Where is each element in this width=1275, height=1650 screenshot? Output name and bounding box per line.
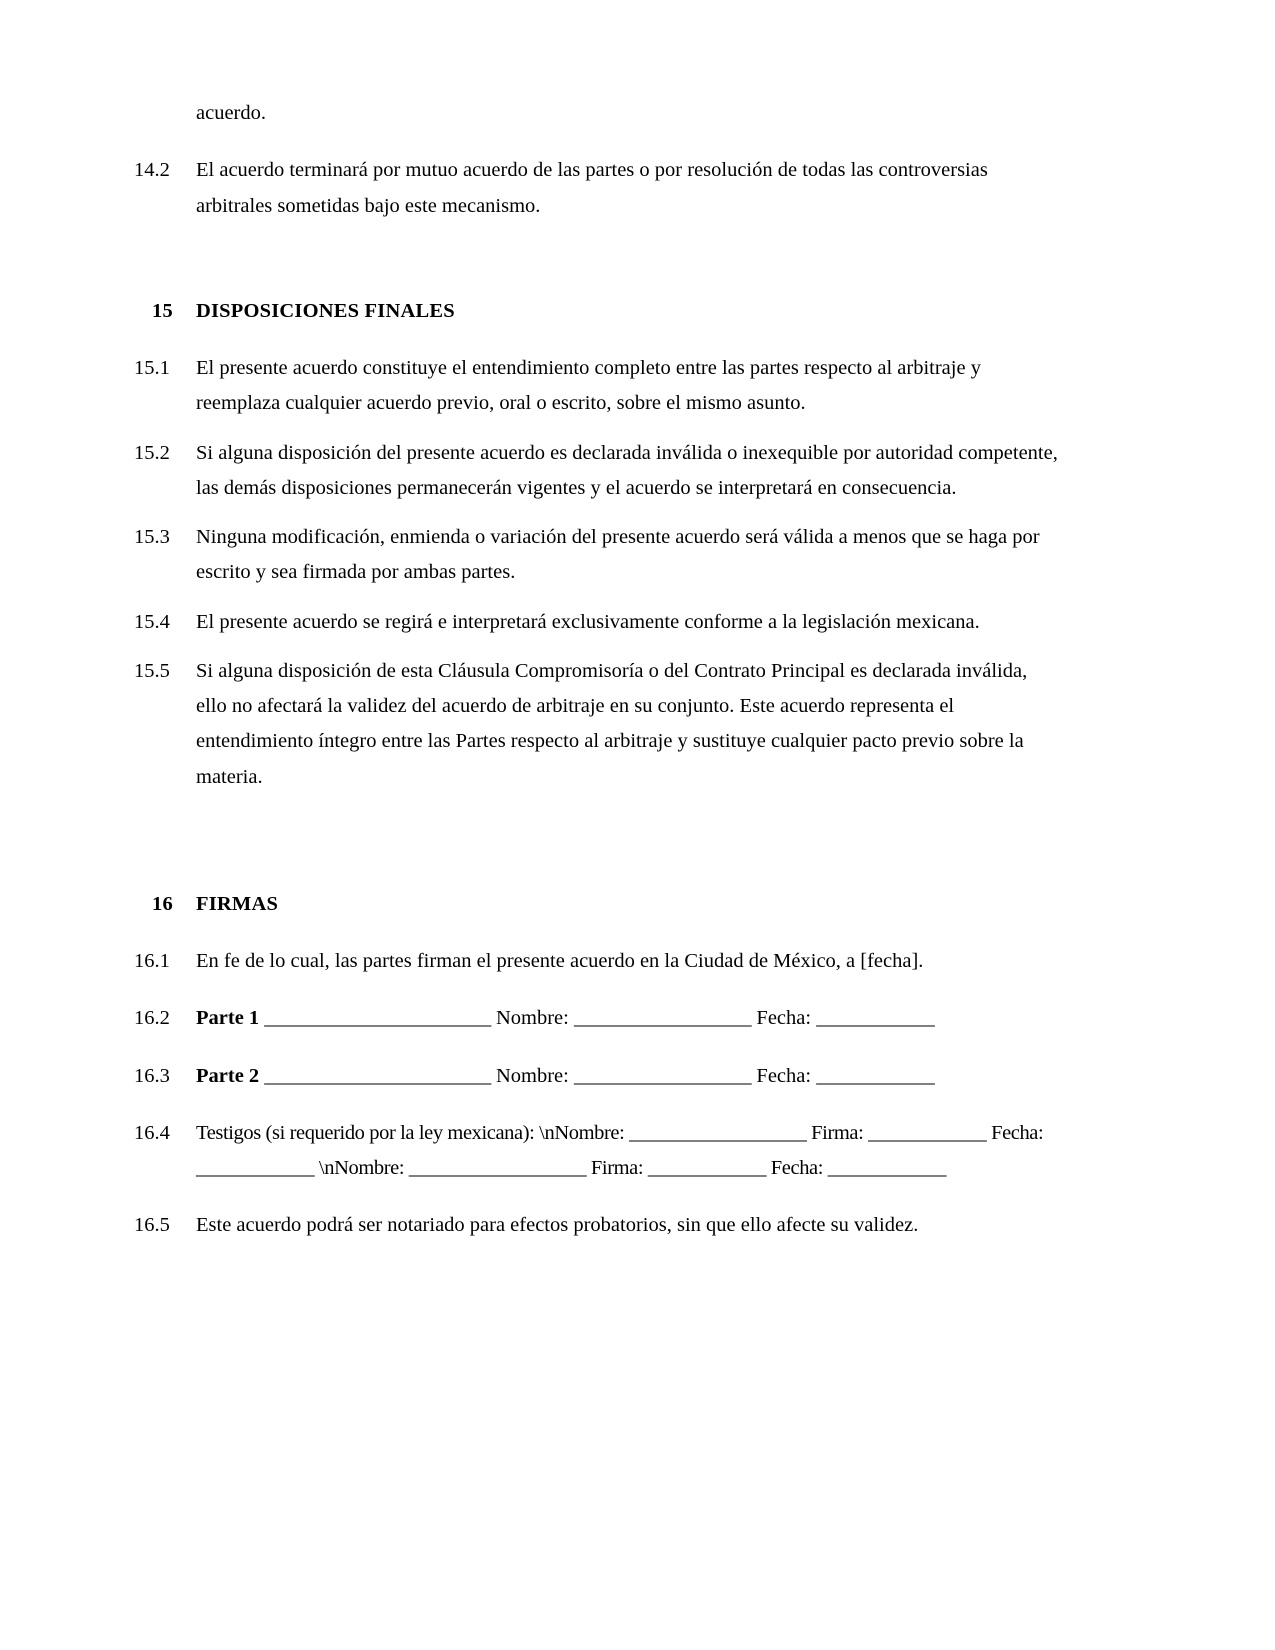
section-title: DISPOSICIONES FINALES: [196, 299, 455, 322]
signature-fill-line[interactable]: _______________________: [264, 1007, 491, 1030]
clause-number: 14.2: [134, 159, 170, 182]
section-number: 15: [152, 299, 173, 322]
clause-number: 15.2: [134, 441, 170, 464]
clause-text: Si alguna disposición del presente acuerdo es declarada inválida o inexequible por autoridad competente, las demás disposiciones permanecerán vigentes y el acuerdo se interpretará en consecuencia.: [196, 441, 1058, 499]
name-fill-line[interactable]: __________________: [573, 1007, 752, 1030]
clause-number: 16.3: [134, 1064, 170, 1087]
spacer: [0, 979, 1275, 1001]
clause-text: acuerdo.: [196, 102, 266, 124]
clause-16-2: [134, 1001, 1275, 1036]
clause-text: El presente acuerdo se regirá e interpretará exclusivamente conforme a la legislación mexicana.: [196, 610, 980, 633]
clause-14-2: [134, 153, 1275, 224]
spacer: [0, 922, 1275, 944]
clause-number: 16.4: [134, 1121, 170, 1144]
date-label: Fecha:: [756, 1064, 812, 1087]
clause-number: 15.5: [134, 659, 170, 682]
spacer: [0, 640, 1275, 654]
name-label: Nombre:: [495, 1064, 569, 1087]
clause-text: Este acuerdo podrá ser notariado para efectos probatorios, sin que ello afecte su validez.: [196, 1214, 919, 1237]
clause-text: El acuerdo terminará por mutuo acuerdo de las partes o por resolución de todas las controversias arbitrales sometidas bajo este mecanismo.: [196, 159, 988, 217]
clause-16-5: [134, 1208, 1275, 1243]
spacer: [0, 1037, 1275, 1059]
spacer: [0, 329, 1275, 351]
clause-15-5: [134, 654, 1275, 795]
spacer: [0, 865, 1275, 887]
clause-16-1: [134, 944, 1275, 979]
spacer: [0, 591, 1275, 605]
spacer: [0, 506, 1275, 520]
spacer: [0, 795, 1275, 865]
clause-text: En fe de lo cual, las partes firman el presente acuerdo en la Ciudad de México, a [fecha].: [196, 950, 924, 972]
signature-row-party-2: [196, 1059, 1060, 1094]
clause-number: 15.1: [134, 357, 170, 379]
clause-16-4: [134, 1116, 1275, 1187]
section-heading-16: [152, 887, 1275, 922]
clause-text: Testigos (si requerido por la ley mexicana): \nNombre: __________________ Firma: ____________ Fecha: ____________ \nNombre: __________________ Firma: ____________ Fecha: ____________: [196, 1121, 1044, 1179]
spacer: [0, 1186, 1275, 1208]
signature-row-party-1: [196, 1001, 1060, 1036]
clause-continuation: [134, 96, 1275, 131]
name-fill-line[interactable]: __________________: [573, 1064, 752, 1087]
spacer: [0, 131, 1275, 153]
clause-text: Ninguna modificación, enmienda o variación del presente acuerdo será válida a menos que se haga por escrito y sea firmada por ambas partes.: [196, 526, 1040, 584]
name-label: Nombre:: [495, 1007, 569, 1030]
clause-number: 16.1: [134, 950, 170, 972]
clause-15-4: [134, 605, 1275, 640]
clause-number: 16.5: [134, 1214, 170, 1237]
clause-15-1: [134, 351, 1275, 422]
clause-16-3: [134, 1059, 1275, 1094]
clause-number: 16.2: [134, 1007, 170, 1030]
section-title: FIRMAS: [196, 892, 279, 915]
date-fill-line[interactable]: ____________: [816, 1007, 935, 1030]
spacer: [0, 422, 1275, 436]
clause-text: El presente acuerdo constituye el entendimiento completo entre las partes respecto al arbitraje y reemplaza cualquier acuerdo previo, oral o escrito, sobre el mismo asunto.: [196, 357, 981, 415]
clause-15-3: [134, 520, 1275, 591]
section-heading-15: [152, 294, 1275, 329]
clause-text: Si alguna disposición de esta Cláusula Compromisoría o del Contrato Principal es declarada inválida, ello no afectará la validez del acuerdo de arbitraje en su conjunto. Este acuerdo representa el entendimiento íntegro entre las Partes respecto al arbitraje y sustituye cualquier pacto previo sobre la materia.: [196, 659, 1028, 788]
clause-number: 15.3: [134, 526, 170, 548]
section-number: 16: [152, 892, 173, 915]
clause-15-2: [134, 436, 1275, 507]
signature-fill-line[interactable]: _______________________: [264, 1064, 491, 1087]
date-fill-line[interactable]: ____________: [816, 1064, 935, 1087]
spacer: [0, 1094, 1275, 1116]
party-label: Parte 2: [196, 1064, 260, 1087]
party-label: Parte 1: [196, 1007, 260, 1030]
clause-number: 15.4: [134, 610, 170, 633]
date-label: Fecha:: [756, 1007, 812, 1030]
spacer: [0, 224, 1275, 294]
